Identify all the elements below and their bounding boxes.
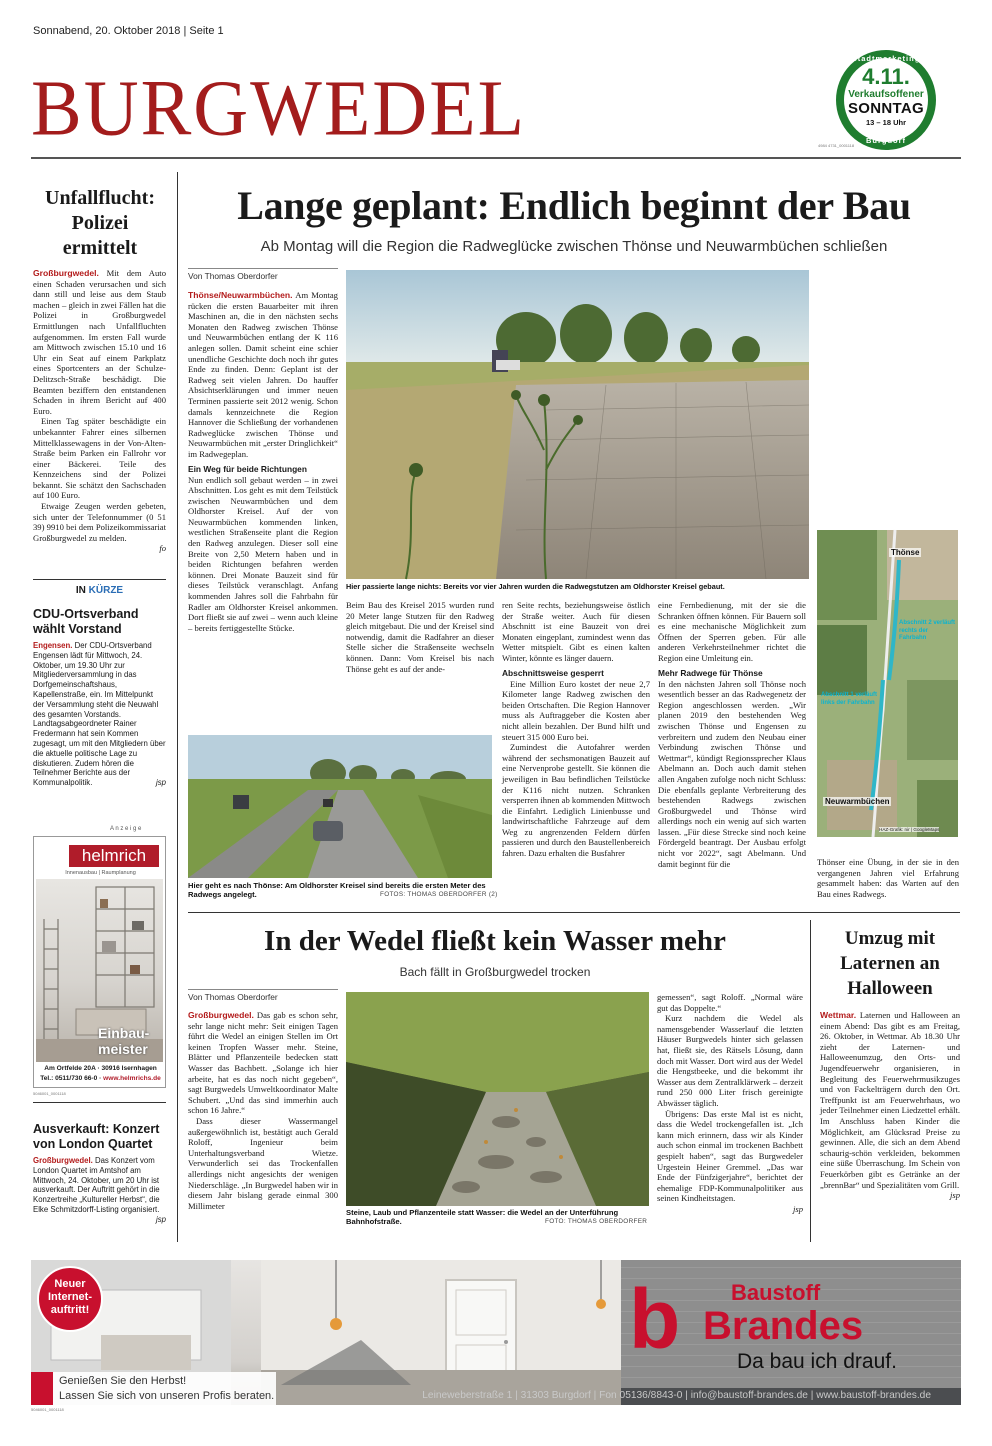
wedel-photo-credit: FOTO: THOMAS OBERDORFER — [545, 1218, 648, 1225]
slogan-box — [31, 1372, 276, 1405]
radweg-map-art — [817, 530, 958, 837]
helmrich-contact — [36, 1075, 165, 1082]
map-label-thoense: Thönse — [891, 548, 920, 557]
main-col4-p1: eine Fernbedienung, mit der sie die Schranken öffnen können. Für Bauern soll es eine mechanische Möglichkeit zum Öffnen der Sperren geben. Für alle anderen Verkehrsteilnehmer richtet die Region eine Umleitung ein. — [658, 600, 806, 663]
map-label-abschnitt2: Abschnitt 2 verläuft rechts der Fahrbahn — [899, 620, 956, 641]
badge-date: 4.11. — [862, 64, 910, 89]
wedel-author: Von Thomas Oberdorfer — [188, 992, 278, 1002]
helmrich-overlay1: Einbau- — [98, 1025, 150, 1041]
wedel-photo-caption: Steine, Laub und Pflanzenteile statt Wasser: die Wedel an der Unterführung Bahnhofstraße. — [346, 1208, 619, 1227]
main-headline: Lange geplant: Endlich beginnt der Bau — [237, 183, 911, 228]
konzert-sig: jsp — [156, 1214, 166, 1224]
unfallflucht-p1: Mit dem Auto einen Schaden verursachen und sich dann still und leise aus dem Staub machen – gleich in zwei Fällen hat die Polizei in Großburgwedel Ermittlungen nach Unfallfluchten aufgenommen. Im ersten Fall wurde am Mittwoch zwischen 15.10 und 16 Uhr ein Seat auf einem Parkplatz eines Sportcenters an der Schulze-Delitzsch-Straße beschädigt. Die Beamten beziffern den entstandenen Schaden in ihrem Bericht auf 400 Euro. — [33, 268, 166, 416]
verkaufsoffener-sonntag-badge — [836, 50, 936, 150]
unfallflucht-headline: Unfallflucht: Polizei ermittelt — [45, 187, 155, 259]
brandes-logo1: Baustoff — [731, 1280, 821, 1305]
unfallflucht-p2: Einen Tag später beschädigte ein unbekannter Fahrer eines silbernen Mittelklassewagens in der Von-Alten-Straße beim Parken ein Fallrohr vor einer Bäckerei. Teile des Kennzeichens sind der Polizei bekannt. Sie schätzt den Sachschaden auf 100 Euro. — [33, 416, 166, 501]
helmrich-code: 5046001_0001118 — [33, 1091, 66, 1096]
main-col3-p1: ren Seite rechts, beziehungsweise östlich der Straße weiter. Auch für diesen Abschnitt ist eine Bauzeit von drei Monaten eingeplant, zumindest wenn das Wetter mitspielt. Gibt es einen kalten Winter, könnte es länger dauern. — [502, 600, 650, 663]
wedel-col1-p2: Dass dieser Wassermangel außergewöhnlich ist, bestätigt auch Gerald Roloff, Ingenieur beim Unterhaltungsverband Wietze. Verwunderlich sei das Trockenfallen allerdings nicht angesichts der wenigen Niederschläge. „In Burgwedel haben wir in diesem Jahr bislang gerade einmal 300 Millimeter — [188, 1115, 338, 1211]
badge-line2: SONNTAG — [848, 100, 924, 117]
konzert-body — [33, 1156, 166, 1228]
cdu-text: Der CDU-Ortsverband Engensen lädt für Mittwoch, 24. Oktober, um 19.30 Uhr zur Mitgliederversammlung in das Dorfgemeinschaftshaus, Kapellenstraße, ein. Im Mittelpunkt der Versammlung steht die Neuwahl des gesamten Vorstands. Landtagsabgeordneter Rainer Fredermann hat sein Kommen zugesagt, um mit den Mitgliedern über die aktuelle politische Lage zu diskutieren. Zudem hören die Teilnehmer Berichte aus der Kommunalpolitik. — [33, 641, 166, 788]
main-sub3: Mehr Radwege für Thönse — [658, 667, 763, 678]
neuer-internet-badge — [37, 1266, 103, 1332]
in-label: IN — [75, 585, 86, 596]
cdu-place: Engensen. — [33, 641, 73, 650]
cdu-sig: jsp — [156, 778, 166, 788]
brandes-claim: Da bau ich drauf. — [737, 1350, 897, 1373]
badge-auftritt: auftritt! — [50, 1304, 90, 1316]
badge-code: 4984 4731_0001118 — [818, 143, 855, 148]
radweg-map — [817, 530, 958, 837]
main-col3-p2: Eine Million Euro kostet der neue 2,7 Kilometer lange Radweg zwischen den beiden Ortschaften. Die Region Hannover muss als Auftraggeber die Kosten aber nicht allein bezahlen. Der Bund hilft und steuert 315 000 Euro bei. — [502, 678, 650, 742]
main-col5: Thönser eine Übung, in der sie in den vergangenen Jahren viel Erfahrung gesammelt haben: das Warten auf den Bau eines Radwegs. — [817, 857, 959, 899]
masthead-title: BURGWEDEL — [31, 63, 527, 153]
main-author-rule — [188, 268, 338, 269]
brandes-logo2: Brandes — [703, 1304, 864, 1348]
mid-rule — [188, 912, 960, 913]
main-photo-credit: FOTOS: THOMAS OBERDORFER (2) — [380, 891, 498, 898]
wedel-photo — [346, 992, 649, 1206]
wedel-place: Großburgwedel. — [188, 1010, 254, 1020]
radweg-photo-caption: Hier passierte lange nichts: Bereits vor vier Jahren wurden die Radwegstutzen am Oldhorster Kreisel gebaut. — [346, 582, 725, 591]
laternen-sig: jsp — [949, 1190, 960, 1201]
main-sub1: Ein Weg für beide Richtungen — [188, 463, 307, 474]
helmrich-tagline: Innenausbau | Raumplanung — [65, 870, 136, 876]
wedel-col2-p1: gemessen“, sagt Roloff. „Normal wäre gut das Doppelte.“ — [657, 992, 803, 1013]
badge-internet: Internet- — [48, 1291, 92, 1303]
main-col3 — [502, 600, 650, 900]
cdu-headline: CDU-Ortsverband wählt Vorstand — [33, 607, 139, 636]
in-kurze-label — [33, 585, 166, 596]
brandes-interior-photo — [31, 1260, 621, 1405]
map-credit: HAZ-Grafik: nir | GoogleMaps — [879, 827, 940, 832]
main-col1-p2: Nun endlich soll gebaut werden – in zwei Abschnitten. Los geht es mit dem Teilstück zwischen Neuwarmbüchen und dem Oldhorster Kreisel. Auf der von Neuwarmbüchen kommenden linken, westlichen Straßenseite plant die Region den Radweg anzulegen. Dieser soll eine Breite von 2,50 Metern haben und in beiden Richtungen befahren werden können. Drei Monate Bauzeit sind für dieses Teilstück veranschlagt. Anfang kommenden Jahres soll die Fahrbahn für Radler am Oldhorster Kreisel ankommen. Dort fließt sie auf zwei – wenn auch kleine – bereits fertiggestellte Stücke. — [188, 474, 338, 633]
map-label-neuwarm: Neuwarmbüchen — [825, 797, 890, 806]
wedel-col1 — [188, 1010, 338, 1232]
wedel-col1-p1: Das gab es schon sehr, sehr lange nicht mehr: Seit einigen Tagen führt die Wedel an einigen Stellen im Ort keinen Tropfen Wasser mehr. Steine, Blätter und Pflanzenteile bedecken statt Wasser das Bachbett. „Solange ich hier arbeite, hat es das noch nicht gegeben“, sagt Burgwedels Umweltkoordinator Malte Schubert. „Und das sind immerhin auch schon 16 Jahre.“ — [188, 1010, 338, 1116]
helmrich-address: Am Ortfelde 20A · 30916 Isernhagen — [44, 1065, 157, 1072]
brandes-code: 5046001_0001118 — [31, 1407, 64, 1412]
helmrich-logo-box — [69, 845, 159, 867]
main-col1 — [188, 290, 338, 685]
brandes-ad[interactable] — [31, 1260, 961, 1405]
helmrich-overlay2: meister — [98, 1041, 148, 1057]
laternen-body — [820, 1010, 960, 1232]
masthead-rule — [31, 157, 961, 159]
laternen-text: Laternen und Halloween an einem Abend: Das gibt es am Freitag, 26. Oktober, in Wettmar. Ab 18.30 Uhr zieht der Laternen- und Halloweenumzug, den Orts- und Jugendfeuerwehr organisieren, in Begleitung des Feuerwehrmusikzuges und von Fackelträgern durch den Ort. Treffpunkt ist am Feuerwehrhaus, wo jeder Teilnehmer einen Liedzettel erhält. Im Anschluss haben Kinder die Möglichkeit, am Glücksrad Preise zu gewinnen. Alle, die sich an dem Abend schaurig-schön verkleiden, bekommen eine süße Überraschung. Im Schein von Feuerkörben gibt es Getränke an der „brennBar“ und Spezialitäten vom Grill. — [820, 1010, 960, 1190]
radweg-photo — [346, 270, 809, 579]
wedel-col2-p2: Kurz nachdem die Wedel als namensgebender Wasserlauf die letzten Häuser Burgwedels hinter sich gelassen hat, fließt sie, des Rätsels Lösung, dann doch mit Wasser. Dort wird aus der Wedel die Hengstbeeke, und die bekommt ihr Wasser aus dem Zentralklärwerk – derzeit rund 250 000 Liter frisch gereinigte Abwässer täglich. — [657, 1013, 803, 1108]
unfallflucht-place: Großburgwedel. — [33, 268, 99, 278]
wedel-photo-art — [346, 992, 649, 1206]
konzert-headline: Ausverkauft: Konzert von London Quartet — [33, 1122, 160, 1151]
main-col4-p2: In den nächsten Jahren soll Thönse noch wesentlich besser an das Radwegenetz der Region angeschlossen werden. „Wir planen 2019 den bestehenden Weg zwischen Thönse und Engensen zu verbreitern und zudem den Neubau einer Verbindung zwischen Thönse und Wettmar“, kündigt Regionssprecher Klaus Abelmann an. Doch auch damit stehen allen Angaben zufolge noch nicht Schluss: Die ebenfalls geplante Verbreiterung des bestehenden Radwegs zwischen Großburgwedel und Thönse wird allerdings noch ein wenig auf sich warten lassen. „Für diese Strecke sind noch keine Fördergeld beantragt. Der Ausbau erfolgt nicht vor 2022“, sagt Abelmann. Und damit beginnt für die — [658, 678, 806, 869]
badge-line1: Verkaufsoffener — [848, 89, 924, 100]
wedel-col2 — [657, 992, 803, 1232]
main-col2: Beim Bau des Kreisel 2015 wurden rund 20 Meter lange Stutzen für den Radweg gleich mitgebaut. Die und der Kreisel sind notwendig, damit die Radfahrer an dieser Stelle sicher die Straßenseite wechseln können. Dann: Vom Kreisel bis nach Thönse geht es auf der ande- — [346, 600, 494, 674]
konzert-place: Großburgwedel. — [33, 1156, 93, 1165]
kurz-rule — [33, 579, 166, 580]
badge-arc-bottom: Burgdorf — [865, 136, 907, 145]
wedel-subhead: Bach fällt in Großburgwedel trocken — [399, 965, 591, 979]
laternen-headline: Umzug mit Laternen an Halloween — [840, 928, 940, 999]
kreisel-photo — [188, 735, 492, 878]
anzeige-label: A n z e i g e — [110, 826, 142, 832]
main-place: Thönse/Neuwarmbüchen. — [188, 290, 293, 300]
kreisel-photo-caption: Hier geht es nach Thönse: Am Oldhorster Kreisel sind bereits die ersten Meter des Radwegs angelegt. — [188, 881, 486, 900]
brandes-b-mark: b — [629, 1272, 681, 1366]
helmrich-phone: Tel.: 0511/730 66-0 · — [40, 1075, 104, 1082]
slogan-red-square — [31, 1372, 53, 1405]
main-col1-p1: Am Montag rücken die ersten Bauarbeiter mit ihren Maschinen an, die in den nächsten sechs Monaten den Radweg zwischen Thönse und Neuwarmbüchen entlang der K 116 anlegen sollen. Damit scheint eine schier unendliche Geschichte doch noch ihr gutes Ende zu finden. Denn: Geplant ist der Radweg seit vielen Jahren. Do hauffer Absichtserklärungen und immer neuen Terminen passierte seit 2012 wenig. Schon damals kennzeichnete die Region Hannover die Schließung der vorhandenen Radweglücke zwischen Thönse und Neuwarmbüchen mit „erster Dringlichkeit“ im Radwegeplan. — [188, 290, 338, 459]
map-label-abschnitt1: Abschnitt 1 verläuft links der Fahrbahn — [821, 692, 878, 706]
helmrich-photo — [36, 879, 163, 1062]
kurze-label: KÜRZE — [88, 585, 124, 596]
helmrich-web[interactable]: www.helmrichs.de — [103, 1075, 161, 1082]
slogan-line1: Genießen Sie den Herbst! — [59, 1375, 187, 1387]
main-subhead: Ab Montag will die Region die Radweglücke zwischen Thönse und Neuwarmbüchen schließen — [260, 238, 888, 255]
left3-rule — [33, 1102, 166, 1103]
unfallflucht-sig: fo — [159, 543, 166, 554]
main-sub2: Abschnittsweise gesperrt — [502, 667, 604, 678]
brandes-logo-area — [621, 1260, 961, 1388]
cdu-body — [33, 641, 166, 788]
radweg-photo-art — [346, 270, 809, 579]
laternen-column-rule — [810, 920, 811, 1242]
main-author: Von Thomas Oberdorfer — [188, 271, 278, 281]
kreisel-photo-art — [188, 735, 492, 878]
main-col3-p3: Zumindest die Autofahrer werden während der sechsmonatigen Bauzeit auf eine Nervenprobe gestellt. Sie können die jeweiligen in Bau befindlichen Teilstücke der K116 nicht nutzen. Schranken versperren ihnen ab kommenden Mittwoch die Einfahrt. Lediglich Linienbusse und landwirtschaftliche Fahrzeuge auf dem Weg zu angrenzenden Feldern dürfen passieren und durch den Baustellenbereich fahren. Dazu erhalten die Busfahrer — [502, 742, 650, 859]
laternen-place: Wettmar. — [820, 1010, 857, 1020]
wedel-col2-p3: Übrigens: Das erste Mal ist es nicht, dass die Wedel trockengefallen ist. „Ich kann mich erinnern, dass wir als Kinder auch schon einmal im trockenen Bachbett gespielt haben“, sagt das Burgwedeler Urgestein Heiner Gremmel. „Das war Ende der Fünfzigerjahre“, berichtet der ehemalige FDP-Kommunalpolitiker aus seinen Kindheitstagen. — [657, 1108, 803, 1204]
wedel-sig: jsp — [792, 1203, 803, 1214]
wedel-headline: In der Wedel fließt kein Wasser mehr — [264, 925, 726, 957]
brandes-footer[interactable]: Leineweberstraße 1 | 31303 Burgdorf | Fon 05136/8843-0 | info@baustoff-brandes.de | www.baustoff-brandes.de — [422, 1390, 931, 1401]
badge-arc-top: Stadtmarketing — [851, 54, 921, 63]
dateline: Sonnabend, 20. Oktober 2018 | Seite 1 — [33, 25, 224, 37]
helmrich-ad[interactable] — [33, 836, 166, 1088]
badge-hours: 13 – 18 Uhr — [865, 118, 907, 127]
badge-neuer: Neuer — [54, 1278, 86, 1290]
konzert-text: Das Konzert vom London Quartet im Amtshof am Mittwoch, 24. Oktober, um 20 Uhr ist ausverkauft. Der Auftritt gehört in die Konzertreihe „Kultureller Herbst“, die Elke Schmitzdorff-Listing organisiert. — [33, 1156, 160, 1214]
slogan-line2: Lassen Sie sich von unseren Profis beraten. — [59, 1390, 275, 1402]
main-col4 — [658, 600, 806, 900]
helmrich-brand: helmrich — [81, 846, 147, 865]
wedel-author-rule — [188, 989, 338, 990]
unfallflucht-p3: Etwaige Zeugen werden gebeten, sich unter der Telefonnummer (0 51 39) 9910 bei dem Polizeikommissariat Großburgwedel zu melden. — [33, 501, 166, 543]
unfallflucht-body — [33, 268, 166, 560]
left-column-rule — [177, 172, 178, 1242]
